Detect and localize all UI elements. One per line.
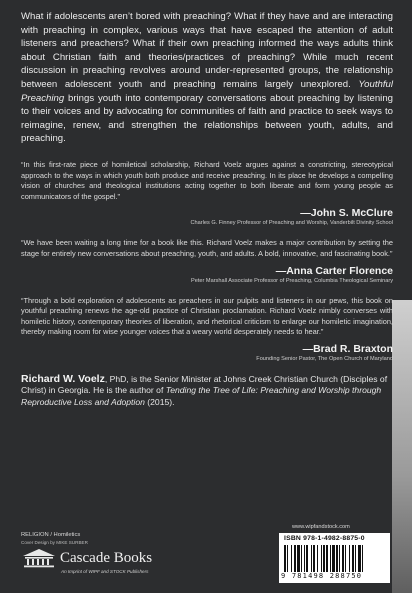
author-name: Richard W. Voelz: [21, 372, 105, 385]
endorser-name: —Anna Carter Florence: [275, 264, 393, 277]
ean-digits: 9 781498 288750: [281, 572, 363, 580]
author-bio: [21, 374, 393, 409]
endorsement-text: “Through a bold exploration of adolescents as preachers in our pulpits and listeners in our pews, this book on youthful preaching renews the age-old practice of Christian proclamation. Richard Voelz nimbly converses with homiletic history, contemporary theories of liberation, and rhetorical criticism to enlarge our homiletic imagination, thereby making room for wise younger voices that a weary world desperately needs to hear.”: [21, 295, 393, 337]
endorser-title: Peter Marshall Associate Professor of Preaching, Columbia Theological Seminary: [191, 277, 393, 284]
endorser-name: —John S. McClure: [300, 207, 393, 220]
endorser-name: —Brad R. Braxton: [302, 342, 393, 355]
publisher-website: www.wipfandstock.com: [292, 524, 350, 530]
endorsement-2: [21, 238, 393, 283]
book-description: [21, 10, 393, 146]
description-part-2: brings youth into contemporary conversations about preaching by listening to their voices and by advocating for communities of faith and practice to seek ways to reimagine, renew, and strengthen the relationships between youth, adults, and preaching.: [21, 92, 393, 145]
author-previous-book: Tending the Tree of Life: Preaching and Worship through Reproductive Loss and Adoption: [21, 385, 382, 408]
author-bio-part-2: (2015).: [144, 397, 175, 408]
author-bio-part-1: , PhD, is the Senior Minister at Johns Creek Christian Church (Disciples of Christ) in Georgia. He is the author of: [21, 373, 388, 396]
endorsement-3: [21, 296, 393, 362]
publisher-block: [21, 532, 152, 574]
imprint-line: An Imprint of WIPF and STOCK Publishers: [61, 569, 149, 574]
endorsement-text: “We have been waiting a long time for a book like this. Richard Voelz makes a major contribution by setting the stage for entirely new conversations about preaching, youth, and adults. A bold, innovative, and fascinating book.”: [21, 238, 393, 258]
endorser-title: Founding Senior Pastor, The Open Church of Maryland: [256, 355, 393, 362]
category-label: RELIGION / Homiletics: [21, 532, 81, 538]
description-part-1: What if adolescents aren’t bored with preaching? What if they have and are interacting with preaching in complex, various ways that have escaped the attention of adult listeners and preachers? What if their own preaching informed the ways adults think about Christian faith and theories/practices of preaching? While much recent discussion in preaching revolves around under-represented groups, the relationship between adolescent youth and preaching remains largely unexplored.: [21, 11, 393, 90]
book-title-inline: Youthful Preaching: [21, 78, 393, 104]
content-column: [21, 10, 393, 409]
endorsement-text: “In this first-rate piece of homiletical scholarship, Richard Voelz argues against a constricting, stereotypical approach to the ways in which youth both produce and receive preaching. In its place he develops a compelling vision of churches and theological institutions acting together to both liberate and form young people as communicators of the gospel.”: [21, 159, 393, 201]
isbn-number: ISBN 978-1-4982-8875-0: [284, 535, 365, 542]
publisher-logo: [21, 548, 152, 568]
barcode-icon: [284, 545, 384, 572]
cover-design-credit: Cover Design by MIKE SURBER: [21, 540, 88, 545]
endorsement-1: [21, 160, 393, 226]
publisher-name: Cascade Books: [60, 549, 153, 566]
endorser-title: Charles G. Finney Professor of Preaching and Worship, Vanderbilt Divinity School: [190, 220, 393, 227]
building-icon: [21, 548, 57, 568]
cover-photo-edge: [392, 300, 412, 593]
barcode-panel: [279, 533, 390, 583]
